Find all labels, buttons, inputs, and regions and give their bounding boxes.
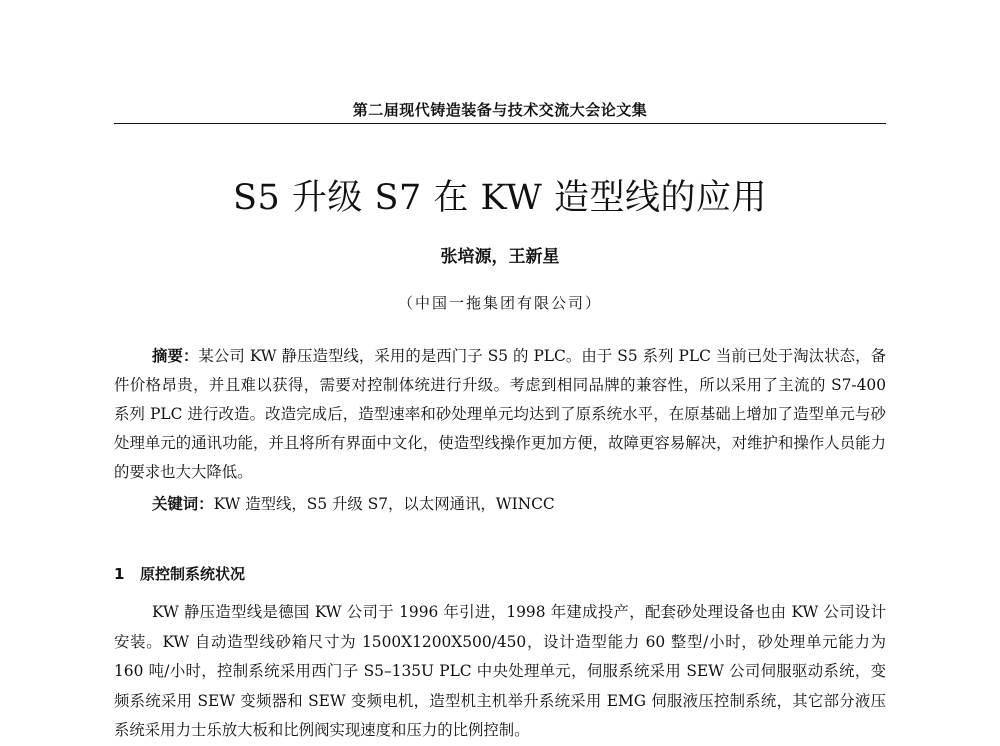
header-rule [114, 123, 886, 124]
keywords [152, 490, 886, 519]
running-header: 第二届现代铸造装备与技术交流大会论文集 [352, 101, 648, 119]
author-list: 张培源，王新星 [440, 247, 560, 267]
keywords-text: KW 造型线，S5 升级 S7，以太网通讯，WINCC [213, 495, 555, 513]
abstract-text: 某公司 KW 静压造型线，采用的是西门子 S5 的 PLC。由于 S5 系列 PLC 当前已处于淘汰状态，备件价格昂贵，并且难以获得，需要对控制体统进行升级。考虑到相同品牌的兼容性，所以采用了主流的 S7-400 系列 PLC 进行改造。改造完成后，造型速率和砂处理单元均达到了原系统水平，在原基础上增加了造型单元与砂处理单元的通讯功能，并且将所有界面中文化，使造型线操作更加方便，故障更容易解决，对维护和操作人员能力的要求也大大降低。 [114, 347, 886, 481]
section-paragraph: KW 静压造型线是德国 KW 公司于 1996 年引进，1998 年建成投产，配套砂处理设备也由 KW 公司设计安装。KW 自动造型线砂箱尺寸为 1500X1200X500/450，设计造型能力 60 整型/小时，砂处理单元能力为 160 吨/小时，控制系统采用西门子 S5–135U PLC 中央处理单元，伺服系统采用 SEW 公司伺服驱动系统，变频系统采用 SEW 变频器和 SEW 变频电机，造型机主机举升系统采用 EMG 伺服液压控制系统，其它部分液压系统采用力士乐放大板和比例阀实现速度和压力的比例控制。 [114, 603, 886, 739]
section-title: 原控制系统状况 [140, 565, 246, 583]
abstract-label: 摘要： [152, 347, 199, 365]
section-number: 1 [114, 565, 125, 583]
keywords-label: 关键词： [152, 495, 214, 513]
author-affiliation: （中国一拖集团有限公司） [397, 294, 602, 312]
abstract [114, 342, 886, 487]
paper-title: S5 升级 S7 在 KW 造型线的应用 [233, 178, 767, 218]
section-heading [114, 563, 886, 584]
